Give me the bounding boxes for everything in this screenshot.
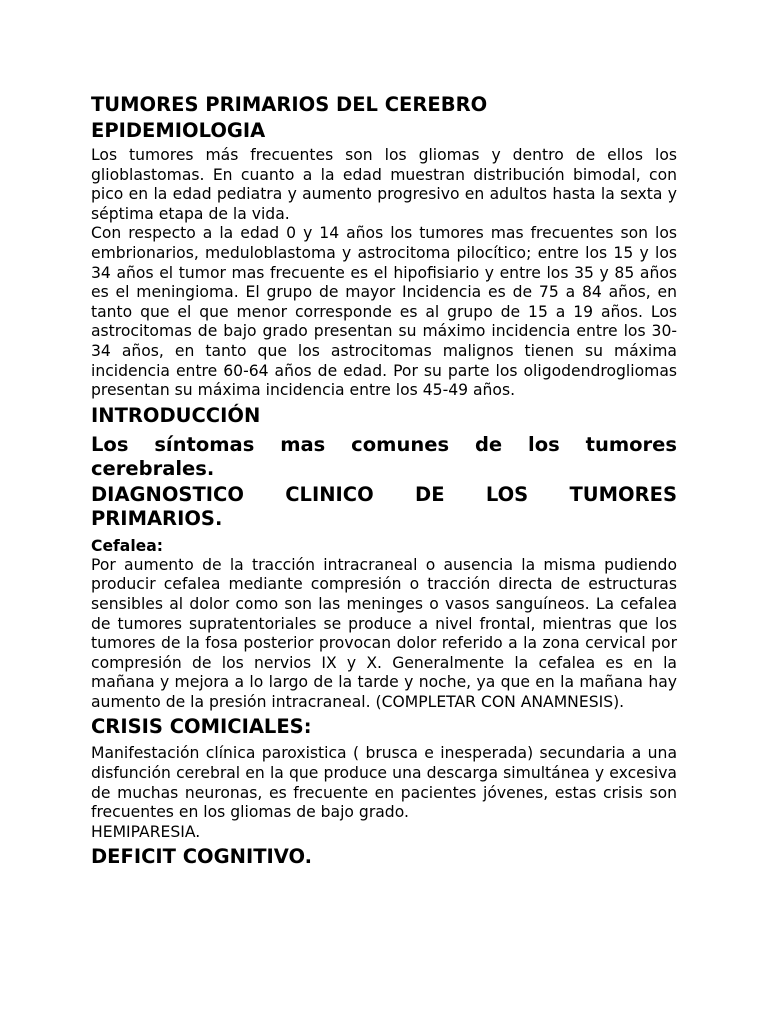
- section-heading-introduccion: INTRODUCCIÓN: [91, 403, 261, 427]
- section-heading-epidemiologia: EPIDEMIOLOGIA: [91, 119, 266, 142]
- section-heading-diagnostico: DIAGNOSTICO CLINICO DE LOS TUMORES PRIMARIOS.: [91, 482, 677, 530]
- paragraph-epidemiologia-1: Los tumores más frecuentes son los gliomas y dentro de ellos los glioblastomas. En cuanto a la edad muestran distribución bimodal, con pico en la edad pediatra y aumento progresivo en adultos hasta la sexta y séptima etapa de la vida.: [91, 146, 677, 223]
- document-title: TUMORES PRIMARIOS DEL CEREBRO: [91, 93, 488, 116]
- paragraph-cefalea: Por aumento de la tracción intracraneal o ausencia la misma pudiendo producir cefalea mediante compresión o tracción directa de estructuras sensibles al dolor como son las meninges o vasos sanguíneos. La cefalea de tumores supratentoriales se produce a nivel frontal, mientras que los tumores de la fosa posterior provocan dolor referido a la zona cervical por compresión de los nervios IX y X. Generalmente la cefalea es en la mañana y mejora a lo largo de la tarde y noche, ya que en la mañana hay aumento de la presión intracraneal. (COMPLETAR CON ANAMNESIS).: [91, 555, 677, 711]
- section-heading-deficit-cognitivo: DEFICIT COGNITIVO.: [91, 845, 313, 869]
- section-heading-crisis-comiciales: CRISIS COMICIALES:: [91, 715, 312, 739]
- subsection-heading-cefalea: Cefalea:: [91, 536, 164, 555]
- note-hemiparesia: HEMIPARESIA.: [91, 822, 201, 841]
- document-page: [91, 92, 677, 870]
- paragraph-epidemiologia-2: Con respecto a la edad 0 y 14 años los tumores mas frecuentes son los embrionarios, meduloblastoma y astrocitoma pilocítico; entre los 15 y los 34 años el tumor mas frecuente es el hipofisiario y entre los 35 y 85 años es el meningioma. El grupo de mayor Incidencia es de 75 a 84 años, en tanto que el que menor corresponde es al grupo de 15 a 19 años. Los astrocitomas de bajo grado presentan su máximo incidencia entre los 30-34 años, en tanto que los astrocitomas malignos tienen su máxima incidencia entre 60-64 años de edad. Por su parte los oligodendrogliomas presentan su máxima incidencia entre los 45-49 años.: [91, 224, 677, 400]
- introduccion-subheading: Los síntomas mas comunes de los tumores cerebrales.: [91, 432, 677, 480]
- paragraph-crisis-comiciales: Manifestación clínica paroxistica ( brusca e inesperada) secundaria a una disfunción cerebral en la que produce una descarga simultánea y excesiva de muchas neuronas, es frecuente en pacientes jóvenes, estas crisis son frecuentes en los gliomas de bajo grado.: [91, 744, 677, 822]
